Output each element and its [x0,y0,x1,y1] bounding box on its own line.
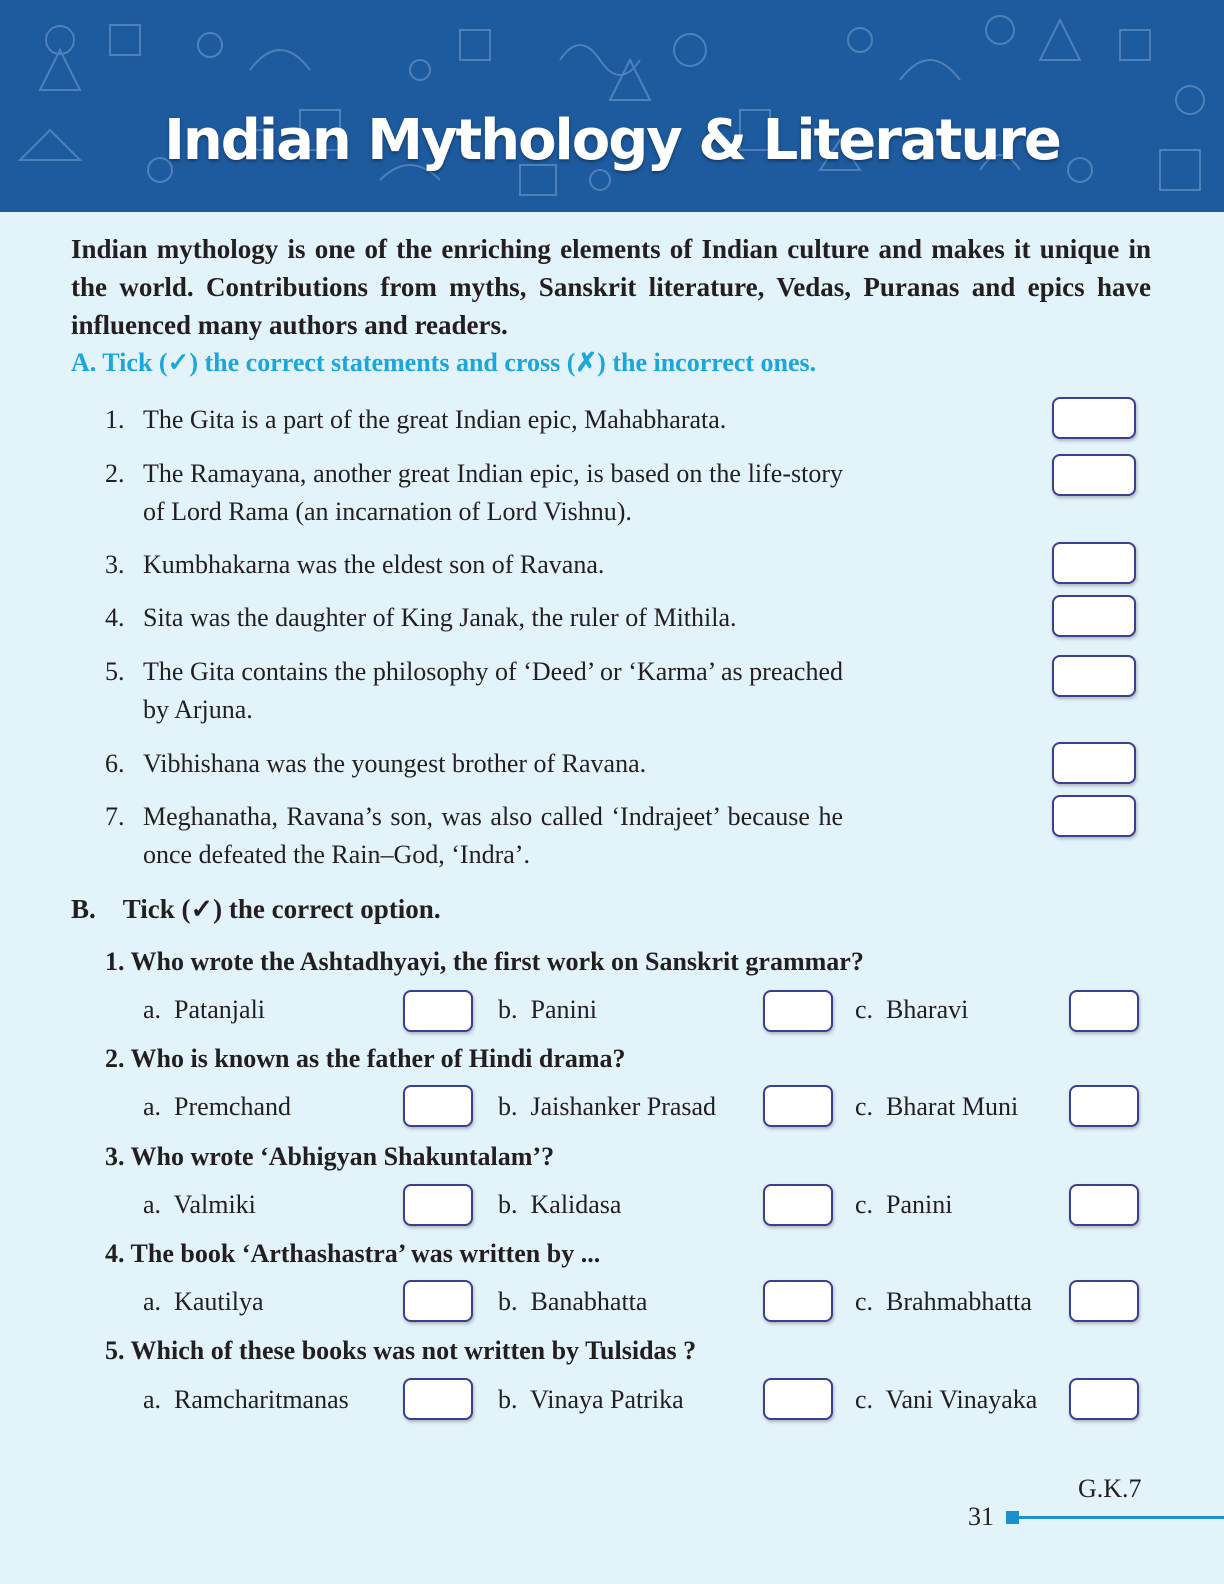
header-banner [0,0,1224,212]
statement-text: The Gita contains the philosophy of ‘Deed’ or ‘Karma’ as preached by Arjuna. [143,657,843,724]
question-number: 4. [105,1239,125,1268]
answer-box[interactable] [1052,542,1136,584]
option-box[interactable] [763,990,833,1032]
statement-text: The Ramayana, another great Indian epic, is based on the life-story of Lord Rama (an incarnation of Lord Vishnu). [143,459,843,526]
question-label: Who wrote the Ashtadhyayi, the first work on Sanskrit grammar? [130,947,864,976]
statement-text: Sita was the daughter of King Janak, the ruler of Mithila. [143,603,737,632]
question-label: The book ‘Arthashastra’ was written by ... [130,1239,601,1268]
option-b: b. Vinaya Patrika [498,1385,684,1414]
option-b: b. Jaishanker Prasad [498,1092,717,1121]
page-title: Indian Mythology & Literature [164,108,1060,173]
option-box[interactable] [403,1085,473,1127]
option-box[interactable] [403,1280,473,1322]
answer-box[interactable] [1052,595,1136,637]
statement-number: 1. [105,405,125,434]
intro-paragraph: Indian mythology is one of the enriching elements of Indian culture and makes it unique in the world. Contributions from myths, Sanskrit literature, Vedas, Puranas and epics have influenced many authors and readers. [71,234,1151,340]
option-a: a. Valmiki [143,1190,256,1219]
option-c: c. Vani Vinayaka [855,1385,1038,1414]
option-a: a. Premchand [143,1092,292,1121]
option-box[interactable] [1069,1280,1139,1322]
question-text [105,1235,600,1273]
question-label: Which of these books was not written by Tulsidas ? [130,1336,697,1365]
statement-text: Vibhishana was the youngest brother of Ravana. [143,749,647,778]
option-b: b. Panini [498,995,597,1024]
option-box[interactable] [1069,1184,1139,1226]
option-b: b. Kalidasa [498,1190,622,1219]
question-label: Who wrote ‘Abhigyan Shakuntalam’? [130,1142,555,1171]
question-label: Who is known as the father of Hindi drama? [130,1044,626,1073]
book-label: G.K.7 [1078,1474,1142,1503]
statement-number: 6. [105,749,125,778]
option-box[interactable] [763,1184,833,1226]
statement-number: 5. [105,657,125,686]
option-c: c. Bharat Muni [855,1092,1019,1121]
option-box[interactable] [763,1085,833,1127]
question-text [105,943,864,981]
statement-text: Meghanatha, Ravana’s son, was also called ‘Indrajeet’ because he once defeated the Rain–God, ‘Indra’. [143,802,843,869]
option-c: c. Brahmabhatta [855,1287,1032,1316]
section-b-heading: B. Tick (✓) the correct option. [71,894,441,924]
option-box[interactable] [1069,990,1139,1032]
option-box[interactable] [403,990,473,1032]
statement-text: The Gita is a part of the great Indian epic, Mahabharata. [143,405,727,434]
page-marker [1006,1511,1019,1524]
answer-box[interactable] [1052,454,1136,496]
option-a: a. Patanjali [143,995,266,1024]
question-text [105,1332,696,1370]
question-text [105,1138,554,1176]
question-number: 2. [105,1044,125,1073]
answer-box[interactable] [1052,655,1136,697]
option-c: c. Panini [855,1190,953,1219]
answer-box[interactable] [1052,397,1136,439]
statement-number: 2. [105,459,125,488]
page-number: 31 [968,1502,994,1531]
section-a-heading: A. Tick (✓) the correct statements and cross (✗) the incorrect ones. [71,348,817,377]
question-text [105,1040,626,1078]
option-c: c. Bharavi [855,995,969,1024]
answer-box[interactable] [1052,795,1136,837]
option-box[interactable] [763,1378,833,1420]
option-b: b. Banabhatta [498,1287,648,1316]
statement-number: 7. [105,802,125,831]
statement-number: 3. [105,550,125,579]
option-box[interactable] [403,1184,473,1226]
option-a: a. Ramcharitmanas [143,1385,349,1414]
question-number: 5. [105,1336,125,1365]
doodle-pattern [0,0,1224,212]
option-box[interactable] [1069,1378,1139,1420]
option-box[interactable] [763,1280,833,1322]
option-box[interactable] [1069,1085,1139,1127]
statement-number: 4. [105,603,125,632]
option-a: a. Kautilya [143,1287,264,1316]
question-number: 1. [105,947,125,976]
question-number: 3. [105,1142,125,1171]
option-box[interactable] [403,1378,473,1420]
footer-rule [1019,1516,1224,1519]
answer-box[interactable] [1052,742,1136,784]
statement-text: Kumbhakarna was the eldest son of Ravana. [143,550,605,579]
